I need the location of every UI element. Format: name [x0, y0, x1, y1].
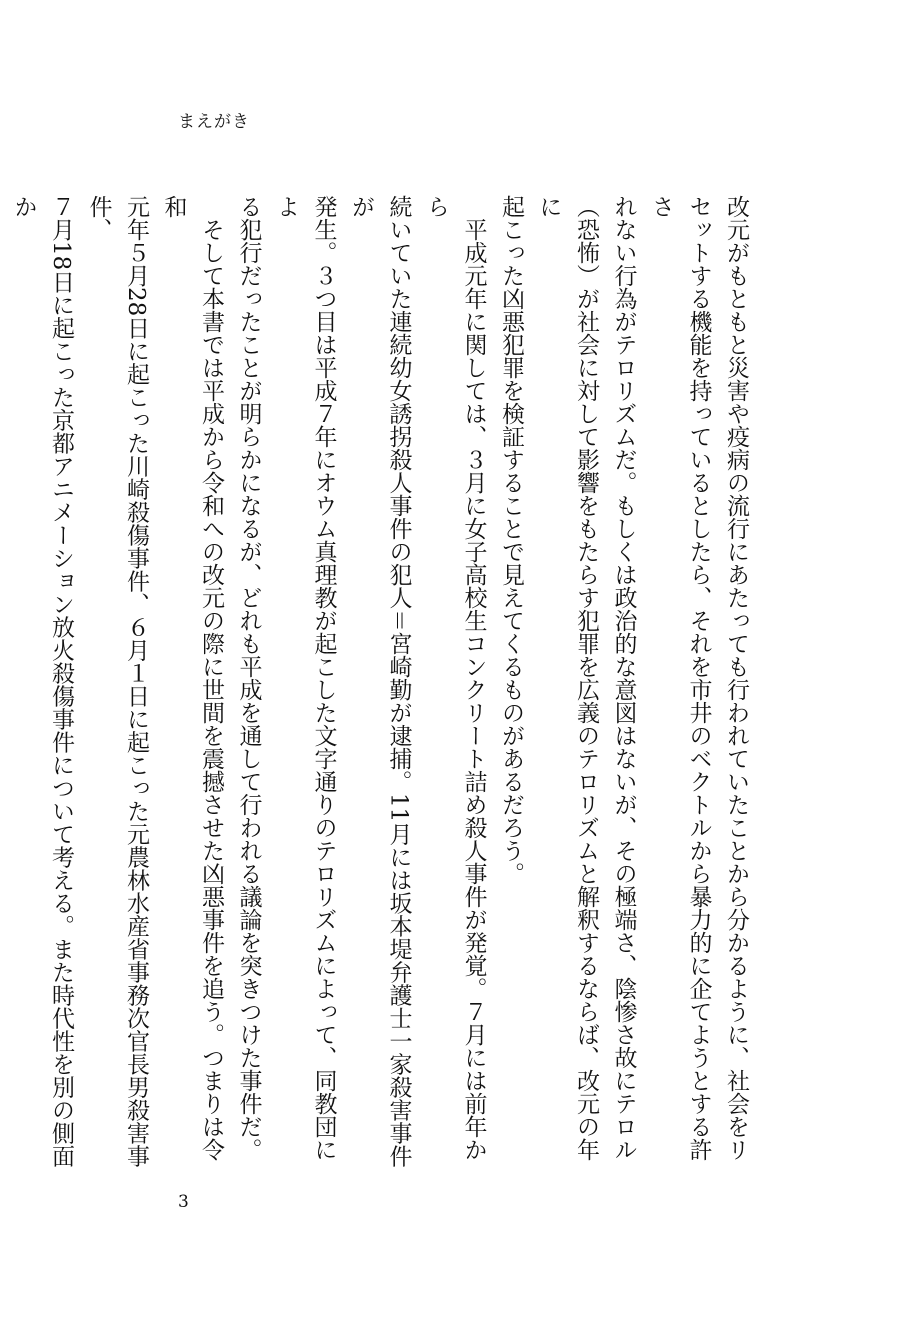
- paragraph-3: そして本書では平成から令和への改元の際に世間を震撼させた凶悪事件を追う。つまりは令和 元年５月28日に起こった川崎殺傷事件、６月１日に起こった元農林水産省事務次官長男殺害事件、 ７月18日に起こった京都アニメーション放火殺傷事件について考える。また時代性を別の側面か: [10, 195, 224, 1168]
- paragraph-2: 平成元年に関しては、３月に女子高校生コンクリート詰め殺人事件が発覚。７月には前年から 続いていた連続幼女誘拐殺人事件の犯人＝宮崎勤が逮捕。11月には坂本堤弁護士一家殺害事件が 発生。３つ目は平成７年にオウム真理教が起こした文字通りのテロリズムによって、同教団によ る犯行だったことが明らかになるが、どれも平成を通して行われる議論を突きつけた事件だ。: [235, 195, 487, 1168]
- page-number: 3: [178, 1192, 189, 1212]
- paragraph-1: 改元がもともと災害や疫病の流行にあたっても行われていたことから分かるように、社会をリ セットする機能を持っているとしたら、それを市井のベクトルから暴力的に企てようとする許さ れない行為がテロリズムだ。もしくは政治的な意図はないが、その極端さ、陰惨さ故にテロル （恐怖）が社会に対して影響をもたらす犯罪を広義のテロリズムと解釈するならば、改元の年に 起こった凶悪犯罪を検証することで見えてくるものがあるだろう。: [498, 195, 749, 1161]
- vertical-body-text: [10, 195, 754, 1175]
- running-head: まえがき: [178, 112, 250, 132]
